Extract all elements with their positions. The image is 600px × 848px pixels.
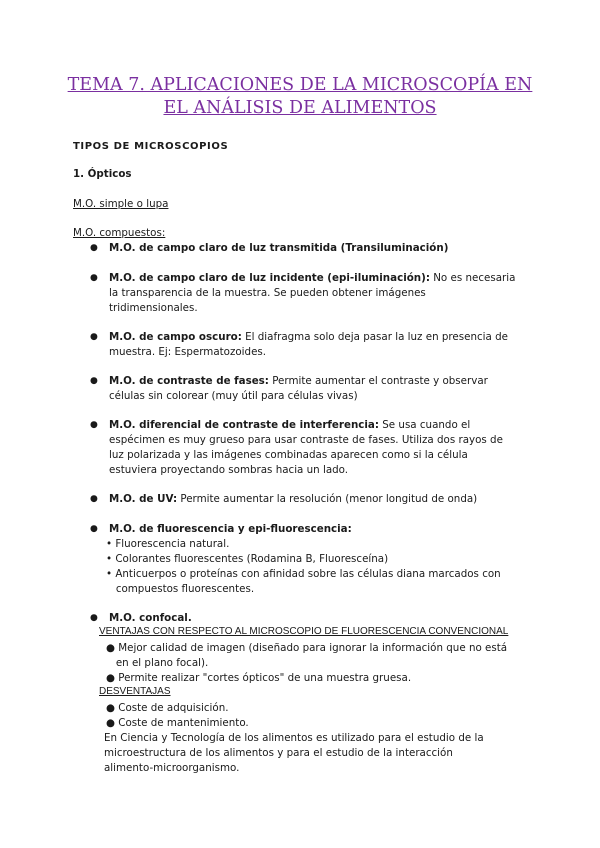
- item-bold: M.O. de contraste de fases:: [109, 375, 269, 387]
- list-item: [109, 374, 529, 404]
- item-text: luz polarizada y las imágenes combinadas aparecen como si la célula: [109, 449, 468, 461]
- bullet-icon: ●: [90, 376, 98, 386]
- mo-compuestos-label: M.O. compuestos:: [73, 227, 166, 239]
- list-item: [109, 492, 529, 507]
- bullet-icon: ●: [90, 332, 98, 342]
- item-text: estuviera proyectando sombras hacia un lado.: [109, 464, 349, 476]
- item-text: células sin colorear (muy útil para células vivas): [109, 390, 358, 402]
- section-heading-tipos: TIPOS DE MICROSCOPIOS: [73, 141, 229, 152]
- item-text: El diafragma solo deja pasar la luz en presencia de: [241, 331, 508, 343]
- ventaja-item: en el plano focal).: [106, 657, 209, 669]
- ventaja-item: ● Mejor calidad de imagen (diseñado para ignorar la información que no está: [106, 642, 508, 654]
- bullet-icon: ●: [90, 494, 98, 504]
- item-bold: M.O. de UV:: [109, 493, 178, 505]
- bullet-icon: ●: [90, 243, 98, 253]
- confocal-paragraph-line: alimento-microorganismo.: [104, 762, 240, 774]
- list-item: [109, 611, 529, 626]
- fluorescence-subitem: • Fluorescencia natural.: [106, 538, 230, 550]
- fluorescence-subitem: • Colorantes fluorescentes (Rodamina B, Fluoresceína): [106, 553, 389, 565]
- item-bold: M.O. de campo oscuro:: [109, 331, 242, 343]
- ventaja-item: ● Permite realizar "cortes ópticos" de una muestra gruesa.: [106, 672, 412, 684]
- list-item: [109, 522, 529, 537]
- bullet-icon: ●: [90, 420, 98, 430]
- item-bold: M.O. de fluorescencia y epi-fluorescencia:: [109, 523, 352, 535]
- item-text: Permite aumentar el contraste y observar: [268, 375, 488, 387]
- ventajas-heading: VENTAJAS CON RESPECTO AL MICROSCOPIO DE FLUORESCENCIA CONVENCIONAL: [99, 626, 509, 637]
- bullet-icon: ●: [90, 613, 98, 623]
- confocal-paragraph-line: microestructura de los alimentos y para el estudio de la interacción: [104, 747, 453, 759]
- title-line-2: EL ANÁLISIS DE ALIMENTOS: [163, 98, 437, 118]
- list-item: [109, 241, 529, 256]
- section-heading-opticos: 1. Ópticos: [73, 168, 132, 180]
- item-text: espécimen es muy grueso para usar contraste de fases. Utiliza dos rayos de: [109, 434, 503, 446]
- confocal-paragraph-line: En Ciencia y Tecnología de los alimentos es utilizado para el estudio de la: [104, 732, 484, 744]
- item-text: la transparencia de la muestra. Se pueden obtener imágenes: [109, 287, 426, 299]
- fluorescence-subitem: • Anticuerpos o proteínas con afinidad sobre las células diana marcados con: [106, 568, 501, 580]
- item-text: tridimensionales.: [109, 302, 198, 314]
- item-bold: M.O. diferencial de contraste de interferencia:: [109, 419, 379, 431]
- page-title: [0, 74, 600, 120]
- item-text: Se usa cuando el: [379, 419, 471, 431]
- bullet-icon: ●: [90, 273, 98, 283]
- item-text: muestra. Ej: Espermatozoides.: [109, 346, 267, 358]
- item-bold: M.O. de campo claro de luz incidente (epi-iluminación):: [109, 272, 430, 284]
- mo-simple-label: M.O. simple o lupa: [73, 198, 169, 210]
- title-line-1: TEMA 7. APLICACIONES DE LA MICROSCOPÍA EN: [67, 75, 533, 95]
- item-text: Permite aumentar la resolución (menor longitud de onda): [177, 493, 478, 505]
- desventajas-heading: DESVENTAJAS: [99, 686, 171, 697]
- item-bold: M.O. confocal.: [109, 612, 192, 624]
- list-item: [109, 330, 529, 360]
- list-item: [109, 271, 529, 316]
- item-text: No es necesaria: [429, 272, 516, 284]
- desventaja-item: ● Coste de adquisición.: [106, 702, 229, 714]
- fluorescence-subitem: compuestos fluorescentes.: [106, 583, 255, 595]
- item-bold: M.O. de campo claro de luz transmitida (Transiluminación): [109, 242, 449, 254]
- bullet-icon: ●: [90, 524, 98, 534]
- list-item: [109, 418, 529, 478]
- desventaja-item: ● Coste de mantenimiento.: [106, 717, 249, 729]
